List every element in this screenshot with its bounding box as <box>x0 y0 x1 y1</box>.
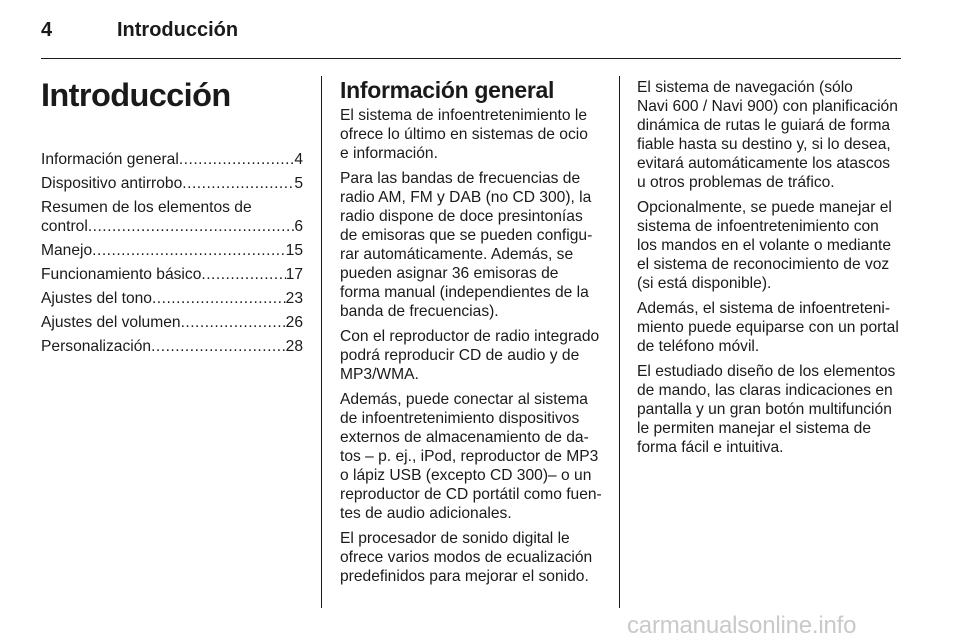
toc-label: Información general <box>41 151 179 168</box>
toc-entry-personalizacion[interactable] <box>41 337 303 356</box>
toc-leader-dots <box>92 241 285 260</box>
text-line: Además, puede conectar al sistema <box>340 391 588 408</box>
text-line: Además, el sistema de infoentreteni‐ <box>637 300 891 317</box>
paragraph <box>340 390 603 523</box>
toc-label: Personalización <box>41 338 152 355</box>
toc-leader-dots <box>201 265 285 284</box>
paragraph <box>637 78 901 192</box>
toc-page-number: 6 <box>294 218 303 235</box>
toc-page-number: 28 <box>285 338 303 355</box>
toc-leader-dots <box>88 217 295 236</box>
toc-page-number: 26 <box>285 314 303 331</box>
text-line: MP3/WMA. <box>340 366 419 383</box>
chapter-title: Introducción <box>41 77 231 113</box>
toc-leader-dots <box>152 289 286 308</box>
toc-entry-informacion-general[interactable] <box>41 150 303 169</box>
toc-label-line2: control <box>41 218 88 235</box>
text-line: el sistema de reconocimiento de voz <box>637 256 890 273</box>
page-header <box>41 19 901 49</box>
body-column-middle <box>340 78 603 592</box>
toc-entry-ajustes-del-tono[interactable] <box>41 289 303 308</box>
text-line: u otros problemas de tráfico. <box>637 174 835 191</box>
paragraph <box>637 299 901 356</box>
body-text <box>340 106 603 586</box>
paragraph <box>340 169 603 321</box>
text-line: tes de audio adicionales. <box>340 505 512 522</box>
toc-label: Funcionamiento básico <box>41 266 202 283</box>
toc-label: Manejo <box>41 242 93 259</box>
toc-leader-dots <box>181 313 286 332</box>
text-line: rar automáticamente. Además, se <box>340 246 574 263</box>
paragraph <box>637 198 901 293</box>
text-line: Navi 600 / Navi 900) con planificación <box>637 98 898 115</box>
toc-entry-dispositivo-antirrobo[interactable] <box>41 174 303 193</box>
text-line: reproductor de CD portátil como fuen‐ <box>340 486 602 503</box>
text-line: El procesador de sonido digital le <box>340 530 570 547</box>
toc-label: Dispositivo antirrobo <box>41 175 183 192</box>
text-line: de emisoras que se pueden configu‐ <box>340 227 593 244</box>
text-line: e información. <box>340 145 438 162</box>
text-line: de mando, las claras indicaciones en <box>637 382 893 399</box>
column-divider-left <box>321 76 322 608</box>
text-line: radio dispone de doce presintonías <box>340 208 583 225</box>
text-line: sistema de infoentretenimiento con <box>637 218 879 235</box>
text-line: pantalla y un gran botón multifunción <box>637 401 892 418</box>
paragraph <box>340 529 603 586</box>
toc-entry-manejo[interactable] <box>41 241 303 260</box>
text-line: los mandos en el volante o mediante <box>637 237 891 254</box>
text-line: El sistema de infoentretenimiento le <box>340 107 588 124</box>
text-line: ofrece varios modos de ecualización <box>340 549 593 566</box>
table-of-contents <box>41 150 303 356</box>
header-rule <box>41 58 901 59</box>
toc-page-number: 23 <box>285 290 303 307</box>
text-line: evitará automáticamente los atascos <box>637 155 891 172</box>
section-title: Información general <box>340 77 555 103</box>
text-line: forma manual (independientes de la <box>340 284 589 301</box>
text-line: El sistema de navegación (sólo <box>637 79 853 96</box>
toc-label-line2-row <box>41 217 303 236</box>
text-line: podrá reproducir CD de audio y de <box>340 347 580 364</box>
toc-column <box>41 78 303 361</box>
paragraph <box>637 362 901 457</box>
text-line: forma fácil e intuitiva. <box>637 439 784 456</box>
text-line: El estudiado diseño de los elementos <box>637 363 896 380</box>
text-line: Opcionalmente, se puede manejar el <box>637 199 892 216</box>
text-line: Para las bandas de frecuencias de <box>340 170 581 187</box>
toc-page-number: 17 <box>285 266 303 283</box>
toc-leader-dots <box>182 174 294 193</box>
toc-label: Ajustes del volumen <box>41 314 181 331</box>
toc-page-number: 5 <box>294 175 303 192</box>
toc-leader-dots <box>179 150 294 169</box>
text-line: tos – p. ej., iPod, reproductor de MP3 <box>340 448 599 465</box>
column-divider-right <box>619 76 620 608</box>
paragraph <box>340 327 603 384</box>
text-line: (si está disponible). <box>637 275 772 292</box>
text-line: radio AM, FM y DAB (no CD 300), la <box>340 189 592 206</box>
text-line: de teléfono móvil. <box>637 338 760 355</box>
text-line: banda de frecuencias). <box>340 303 499 320</box>
toc-label: Ajustes del tono <box>41 290 152 307</box>
toc-page-number: 4 <box>294 151 303 168</box>
text-line: predefinidos para mejorar el sonido. <box>340 568 589 585</box>
text-line: le permiten manejar el sistema de <box>637 420 872 437</box>
text-line: de infoentretenimiento dispositivos <box>340 410 580 427</box>
watermark: carmanualsonline.info <box>627 612 857 639</box>
text-line: Con el reproductor de radio integrado <box>340 328 600 345</box>
text-line: miento puede equiparse con un portal <box>637 319 899 336</box>
toc-entry-ajustes-del-volumen[interactable] <box>41 313 303 332</box>
text-line: externos de almacenamiento de da‐ <box>340 429 589 446</box>
toc-label-line1: Resumen de los elementos de <box>41 199 252 216</box>
text-line: dinámica de rutas le guiará de forma <box>637 117 891 134</box>
running-title: Introducción <box>117 19 239 41</box>
toc-page-number: 15 <box>285 242 303 259</box>
text-line: o lápiz USB (excepto CD 300)– o un <box>340 467 592 484</box>
toc-leader-dots <box>151 337 286 356</box>
paragraph <box>340 106 603 163</box>
text-line: fiable hasta su destino y, si lo desea, <box>637 136 891 153</box>
toc-entry-resumen-elementos-control[interactable] <box>41 198 303 236</box>
toc-entry-funcionamiento-basico[interactable] <box>41 265 303 284</box>
page-number: 4 <box>41 19 53 41</box>
text-line: ofrece lo último en sistemas de ocio <box>340 126 588 143</box>
body-column-right <box>637 78 901 463</box>
text-line: pueden asignar 36 emisoras de <box>340 265 559 282</box>
body-text <box>637 78 901 457</box>
